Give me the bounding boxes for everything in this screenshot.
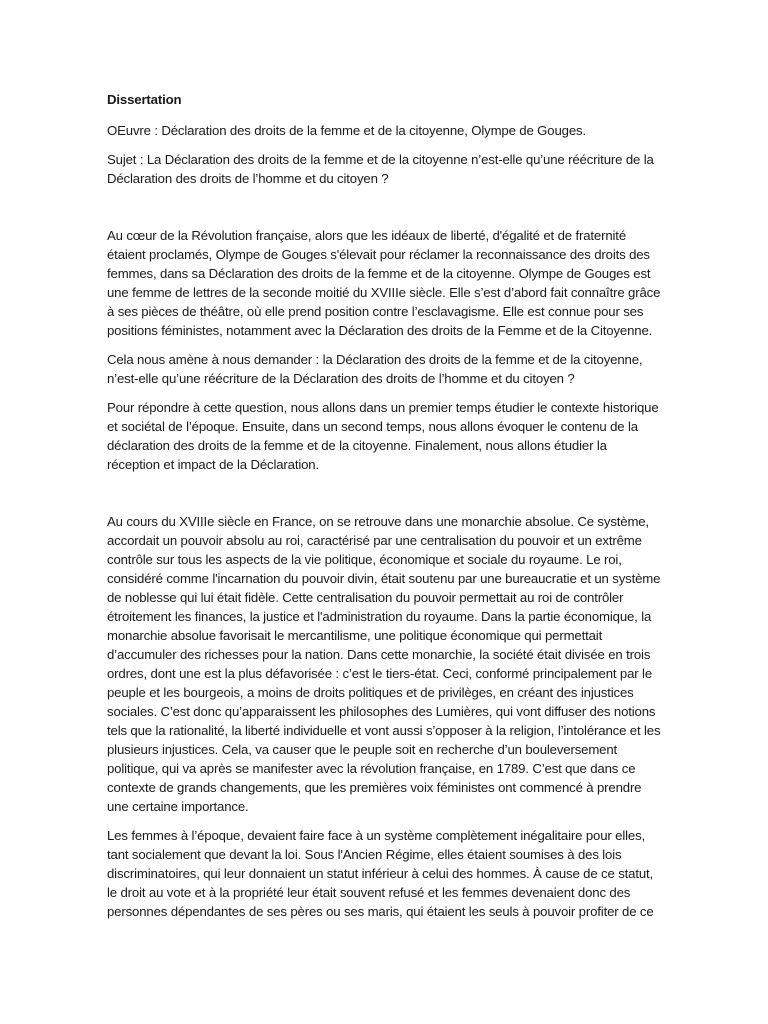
body-paragraph-2: Les femmes à l’époque, devaient faire face à un système complètement inégalitaire pour elles, tant socialement que devant la loi. Sous l'Ancien Régime, elles étaient soumises à des lois discriminatoires, qui leur donnaient un statut inférieur à celui des hommes. À cause de ce statut, le droit au vote et à la propriété leur était souvent refusé et les femmes devenaient donc des personnes dépendantes de ses pères ou ses maris, qui étaient les seuls à pouvoir profiter de ce bbox=[107, 828, 654, 919]
document-title: Dissertation bbox=[107, 92, 182, 107]
intro-paragraph-1: Au cœur de la Révolution française, alors que les idéaux de liberté, d'égalité et de fraternité étaient proclamés, Olympe de Gouges s'élevait pour réclamer la reconnaissance des droits des femmes, dans sa Déclaration des droits de la femme et de la citoyenne. Olympe de Gouges est une femme de lettres de la seconde moitié du XVIIIe siècle. Elle s’est d’abord fait connaître grâce à ses pièces de théâtre, où elle prend position contre l’esclavagisme. Elle est connue pour ses positions féministes, notamment avec la Déclaration des droits de la Femme et de la Citoyenne. bbox=[107, 228, 661, 338]
sujet-paragraph: Sujet : La Déclaration des droits de la femme et de la citoyenne n’est-elle qu’une réécriture de la Déclaration des droits de l’homme et du citoyen ? bbox=[107, 152, 654, 186]
document-page bbox=[107, 90, 662, 931]
section-gap bbox=[107, 198, 662, 226]
body-paragraph-1: Au cours du XVIIIe siècle en France, on se retrouve dans une monarchie absolue. Ce système, accordait un pouvoir absolu au roi, caractérisé par une centralisation du pouvoir et un extrême contrôle sur tous les aspects de la vie politique, économique et sociale du royaume. Le roi, considéré comme l'incarnation du pouvoir divin, était soutenu par une bureaucratie et un système de noblesse qui lui était fidèle. Cette centralisation du pouvoir permettait au roi de contrôler étroitement les finances, la justice et l'administration du royaume. Dans la partie économique, la monarchie absolue favorisait le mercantilisme, une politique économique qui permettait d’accumuler des richesses pour la nation. Dans cette monarchie, la société était divisée en trois ordres, dont une est la plus défavorisée : c’est le tiers-état. Ceci, conformé principalement par le peuple et les bourgeois, a moins de droits politiques et de privilèges, en créant des injustices sociales. C’est donc qu’apparaissent les philosophes des Lumières, qui vont diffuser des notions tels que la rationalité, la liberté individuelle et vont aussi s’opposer à la religion, l’intolérance et les plusieurs injustices. Cela, va causer que le peuple soit en recherche d’un bouleversement politique, qui va après se manifester avec la révolution française, en 1789. C’est que dans ce contexte de grands changements, que les premières voix féministes ont commencé à prendre une certaine importance. bbox=[107, 514, 661, 814]
intro-paragraph-2: Cela nous amène à nous demander : la Déclaration des droits de la femme et de la citoyenne, n’est-elle qu’une réécriture de la Déclaration des droits de l’homme et du citoyen ? bbox=[107, 352, 643, 386]
section-gap bbox=[107, 484, 662, 512]
oeuvre-line: OEuvre : Déclaration des droits de la femme et de la citoyenne, Olympe de Gouges. bbox=[107, 123, 586, 138]
intro-paragraph-3: Pour répondre à cette question, nous allons dans un premier temps étudier le contexte historique et sociétal de l’époque. Ensuite, dans un second temps, nous allons évoquer le contenu de la déclaration des droits de la femme et de la citoyenne. Finalement, nous allons étudier la réception et impact de la Déclaration. bbox=[107, 400, 659, 472]
